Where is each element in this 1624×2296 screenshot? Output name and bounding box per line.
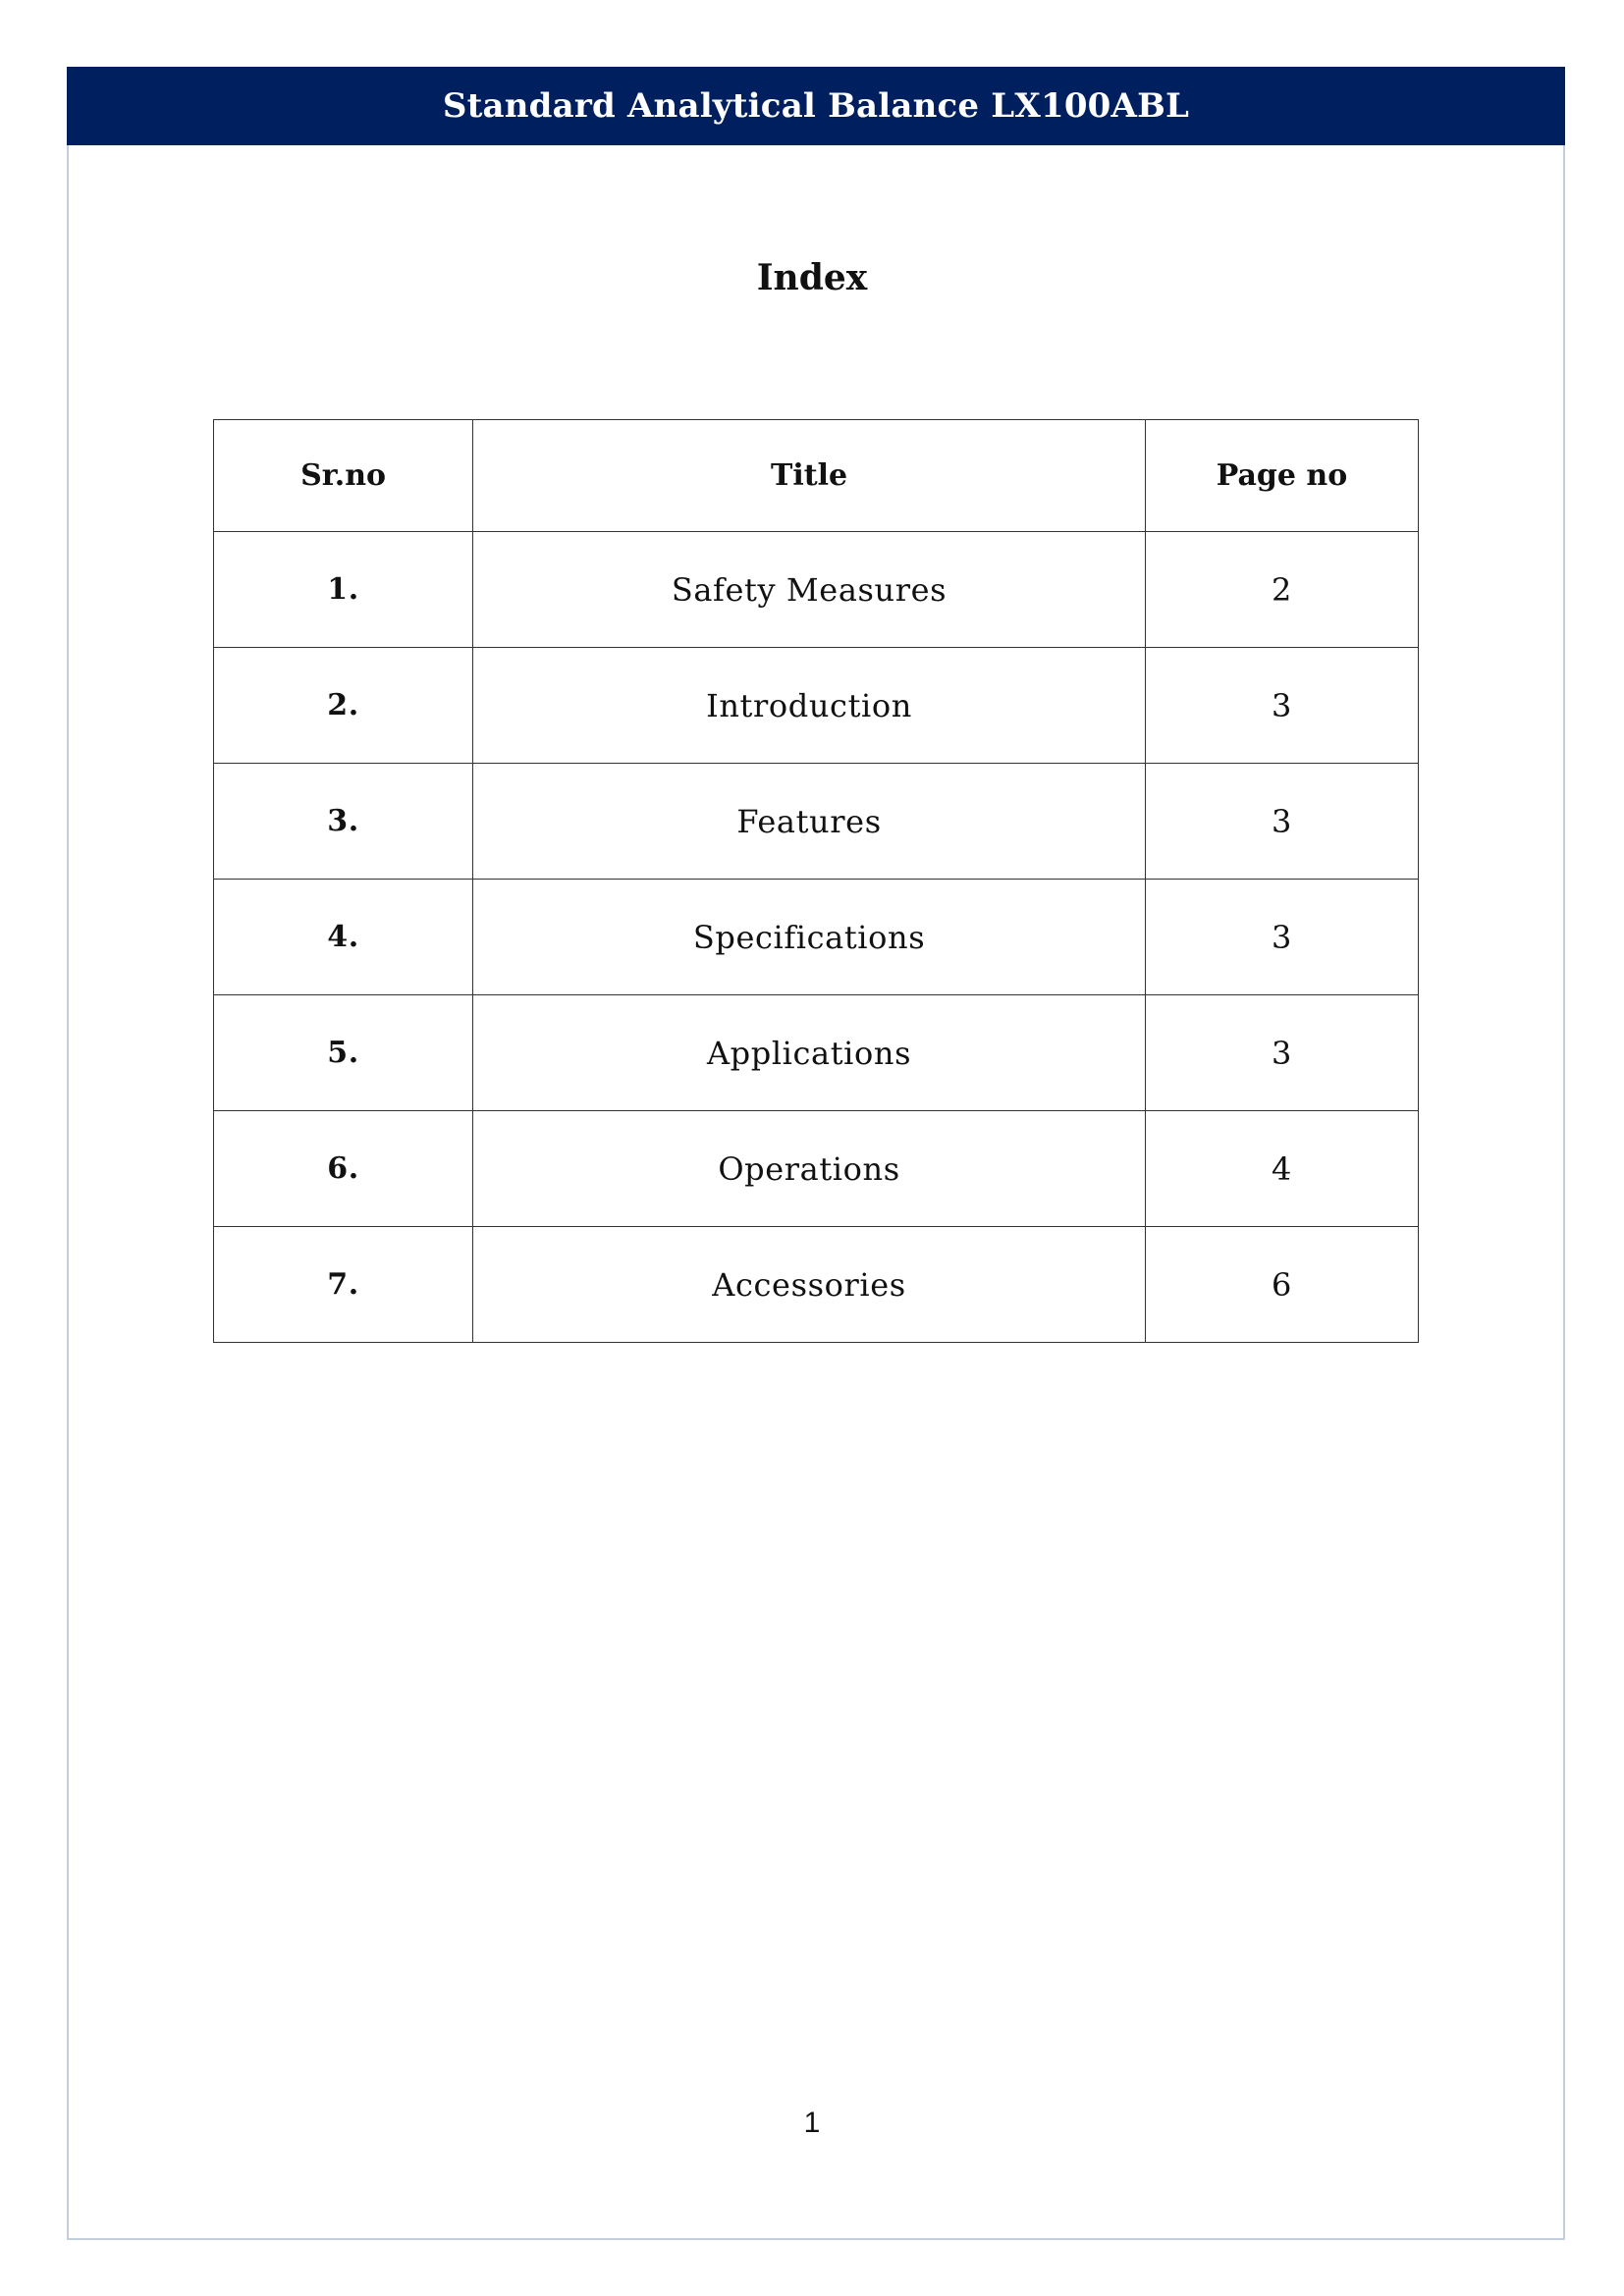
row-title: Operations (473, 1111, 1146, 1227)
row-sr-no: 4. (214, 880, 473, 995)
index-table (213, 419, 1419, 1343)
row-title: Accessories (473, 1227, 1146, 1343)
row-title: Applications (473, 995, 1146, 1111)
column-header-sr-no: Sr.no (214, 420, 473, 532)
table-row (214, 1111, 1419, 1227)
row-sr-no: 3. (214, 764, 473, 880)
document-header (67, 67, 1565, 145)
table-row (214, 995, 1419, 1111)
row-page-no: 2 (1145, 532, 1418, 648)
document-title: Standard Analytical Balance LX100ABL (442, 86, 1190, 126)
row-title: Features (473, 764, 1146, 880)
table-row (214, 880, 1419, 995)
table-row (214, 532, 1419, 648)
row-title: Specifications (473, 880, 1146, 995)
row-title: Introduction (473, 648, 1146, 764)
row-page-no: 4 (1145, 1111, 1418, 1227)
row-page-no: 3 (1145, 764, 1418, 880)
column-header-page-no: Page no (1145, 420, 1418, 532)
table-row (214, 1227, 1419, 1343)
row-page-no: 3 (1145, 995, 1418, 1111)
table-row (214, 648, 1419, 764)
row-sr-no: 7. (214, 1227, 473, 1343)
index-heading: Index (756, 257, 868, 298)
row-sr-no: 5. (214, 995, 473, 1111)
row-title: Safety Measures (473, 532, 1146, 648)
table-row (214, 764, 1419, 880)
row-sr-no: 1. (214, 532, 473, 648)
row-page-no: 3 (1145, 880, 1418, 995)
table-header-row (214, 420, 1419, 532)
row-page-no: 3 (1145, 648, 1418, 764)
column-header-title: Title (473, 420, 1146, 532)
row-page-no: 6 (1145, 1227, 1418, 1343)
row-sr-no: 6. (214, 1111, 473, 1227)
page-number: 1 (803, 2107, 821, 2139)
row-sr-no: 2. (214, 648, 473, 764)
